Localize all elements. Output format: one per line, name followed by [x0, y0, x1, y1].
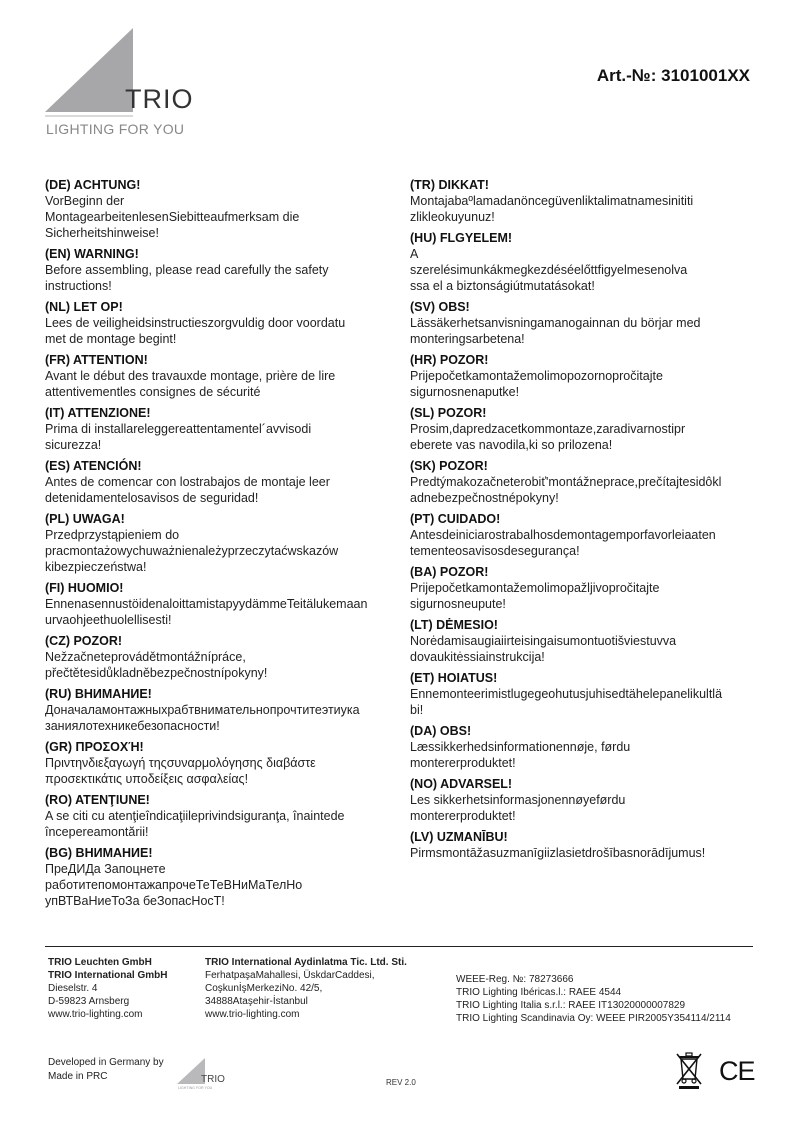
warning-text: VorBeginn der MontagearbeitenlesenSiebitteaufmerksam die Sicherheitshinweise! — [45, 194, 300, 240]
warning-block — [410, 230, 755, 294]
warning-block — [45, 405, 405, 453]
warning-block — [410, 617, 755, 665]
warning-text: Nežzačneteprovádětmontážnípráce, přečtětesidůkladněbezpečnostnípokyny! — [45, 650, 268, 680]
weee-registration: WEEE-Reg. №: 78273666 TRIO Lighting Ibéricas.l.: RAEE 4544 TRIO Lighting Italia s.r.l.: RAEE IT13020000007829 TRIO Lighting Scandinavia Oy: WEEE PIR2005Y354114/2114 — [456, 974, 731, 1024]
warning-title: (LT) DĖMESIO! — [410, 618, 498, 632]
warning-text: Antesdeiniciarostrabalhosdemontagemporfavorleiaaten tementeosavisosdesegurança! — [410, 528, 716, 558]
company-tr-address-lines: FerhatpaşaMahallesi, ÜskdarCaddesi, CoşkunİşMerkeziNo. 42/5, 34888Ataşehir-İstanbul www.trio-lighting.com — [205, 970, 375, 1020]
warning-title: (TR) DIKKAT! — [410, 178, 489, 192]
warning-title: (SL) POZOR! — [410, 406, 487, 420]
warning-text: A szerelésimunkákmegkezdéséelőttfigyelmesenolva ssa el a biztonságiútmutatásokat! — [410, 247, 688, 293]
revision-label: REV 2.0 — [386, 1078, 416, 1087]
warning-title: (IT) ATTENZIONE! — [45, 406, 151, 420]
warning-text: Lässäkerhetsanvisningamanogainnan du börjar med monteringsarbetena! — [410, 316, 701, 346]
company-de-name1: TRIO Leuchten GmbH — [48, 957, 152, 968]
warning-block — [410, 511, 755, 559]
warning-block — [410, 776, 755, 824]
company-de-name2: TRIO International GmbH — [48, 970, 168, 981]
origin-note: Developed in Germany by Made in PRC — [48, 1057, 164, 1082]
warning-text: Πριντηνδιεξαγωγή τηςσυναρμολόγησης διαβάστε προσεκτικάτις υποδείξεις ασφαλείας! — [45, 756, 316, 786]
warning-text: Les sikkerhetsinformasjonennøyeførdu montererproduktet! — [410, 793, 626, 823]
warning-title: (NO) ADVARSEL! — [410, 777, 513, 791]
warning-title: (EN) WARNING! — [45, 247, 139, 261]
company-de-address — [48, 956, 167, 1021]
warning-title: (NL) LET OP! — [45, 300, 123, 314]
warning-title: (CZ) POZOR! — [45, 634, 123, 648]
warning-title: (GR) ΠΡΟΣΟΧΉ! — [45, 740, 144, 754]
warning-title: (SK) POZOR! — [410, 459, 488, 473]
warning-title: (DA) OBS! — [410, 724, 472, 738]
warning-block — [45, 299, 405, 347]
warning-text: Antes de comencar con lostrabajos de montaje leer detenidamentelosavisos de seguridad! — [45, 475, 330, 505]
warning-text: Lees de veiligheidsinstructieszorgvuldig door voordatu met de montage begint! — [45, 316, 346, 346]
warning-title: (RU) ВНИМАНИЕ! — [45, 687, 152, 701]
warning-text: Przedprzystąpieniem do pracmontażowychuważnienależyprzeczytaćwskazów kibezpieczeństwa! — [45, 528, 339, 574]
warning-text: Доначаламонтажныхрабтвнимательнопрочтитеэтиука заниялотехникебезопасности! — [45, 703, 360, 733]
warning-text: Ennemonteerimistlugegeohutusjuhisedtähelepanelikultlä bi! — [410, 687, 723, 717]
warning-text: Norėdamisaugiaiirteisingaisumontuotišviestuvva dovaukitėssiainstrukcija! — [410, 634, 677, 664]
warning-block — [410, 564, 755, 612]
warning-title: (SV) OBS! — [410, 300, 470, 314]
warning-block — [410, 405, 755, 453]
warning-title: (ET) HOIATUS! — [410, 671, 498, 685]
warning-text: ПреДИДа Запоцнете работитепомонтажапрочеТеТеВНиМаТелНо упВТВаНиеТоЗа беЗопасНосТ! — [45, 862, 303, 908]
warning-title: (BG) ВНИМАНИЕ! — [45, 846, 153, 860]
warning-text: Læssikkerhedsinformationennøje, førdu montererproduktet! — [410, 740, 631, 770]
warning-block — [410, 352, 755, 400]
warning-title: (HR) POZOR! — [410, 353, 489, 367]
warning-title: (PL) UWAGA! — [45, 512, 125, 526]
article-number: Art.-№: 3101001XX — [596, 66, 750, 85]
warning-title: (ES) ATENCIÓN! — [45, 459, 142, 473]
warning-block — [45, 458, 405, 506]
warning-text: Before assembling, please read carefully the safety instructions! — [45, 263, 329, 293]
warnings-right-column — [410, 177, 755, 866]
warning-text: A se citi cu atenţieîndicaţiileprivindsiguranţa, înaintede începereamontării! — [45, 809, 345, 839]
warning-text: Montajabaºlamadanöncegüvenliktalimatnamesinititi zlikleokuyunuz! — [410, 194, 694, 224]
mini-logo-tagline: LIGHTING FOR YOU — [178, 1086, 213, 1090]
warning-block — [410, 829, 755, 861]
warning-block — [45, 352, 405, 400]
warning-title: (PT) CUIDADO! — [410, 512, 501, 526]
warning-text: EnnenasennustöidenaloittamistapyydämmeTeitälukemaan urvaohjeethuolellisesti! — [45, 597, 368, 627]
warning-block — [410, 458, 755, 506]
warning-text: Avant le début des travauxde montage, prière de lire attentivementles consignes de sécurité — [45, 369, 336, 399]
warning-text: Pirmsmontāžasuzmanīgiizlasietdrošībasnorādījumus! — [410, 846, 706, 860]
warning-block — [45, 580, 405, 628]
warning-block — [45, 792, 405, 840]
mini-logo-name: TRIO — [201, 1074, 225, 1085]
warning-title: (RO) ATENŢIUNE! — [45, 793, 150, 807]
warning-text: Prijepočetkamontažemolimopažljivopročitajte sigurnosneupute! — [410, 581, 660, 611]
warning-title: (FR) ATTENTION! — [45, 353, 148, 367]
warning-title: (FI) HUOMIO! — [45, 581, 124, 595]
warning-block — [410, 723, 755, 771]
warning-title: (LV) UZMANĪBU! — [410, 830, 508, 844]
logo-name: TRIO — [125, 84, 194, 114]
warning-title: (HU) FLGYELEM! — [410, 231, 513, 245]
warning-block — [410, 177, 755, 225]
company-tr-address — [205, 956, 407, 1021]
weee-crossed-bin-icon — [674, 1050, 704, 1090]
warning-text: Prijepočetkamontažemolimopozornopročitajte sigurnosnenaputke! — [410, 369, 663, 399]
ce-mark: CE — [719, 1056, 755, 1086]
warning-title: (DE) ACHTUNG! — [45, 178, 141, 192]
warning-title: (BA) POZOR! — [410, 565, 489, 579]
warning-text: Predtýmakozačneterobiť'montážneprace,prečítajtesidôkl adnebezpečnostnépokyny! — [410, 475, 722, 505]
company-de-address-lines: Dieselstr. 4 D-59823 Arnsberg www.trio-lighting.com — [48, 983, 143, 1020]
warning-block — [45, 686, 405, 734]
warning-block — [45, 246, 405, 294]
warnings-left-column — [45, 177, 405, 914]
warning-text: Prosim,dapredzacetkommontaze,zaradivarnostipr eberete vas navodila,ki so prilozena! — [410, 422, 686, 452]
warning-block — [410, 299, 755, 347]
warning-block — [45, 633, 405, 681]
mini-trio-logo — [177, 1058, 237, 1090]
warning-block — [410, 670, 755, 718]
warning-block — [45, 511, 405, 575]
logo-tagline: LIGHTING FOR YOU — [46, 121, 185, 137]
warning-block — [45, 177, 405, 241]
warning-block — [45, 845, 405, 909]
footer-divider — [45, 946, 753, 947]
warning-block — [45, 739, 405, 787]
company-tr-name: TRIO International Aydinlatma Tic. Ltd. Sti. — [205, 957, 407, 968]
trio-logo — [45, 28, 205, 140]
warning-text: Prima di installareleggereattentamentel´avvisodi sicurezza! — [45, 422, 312, 452]
